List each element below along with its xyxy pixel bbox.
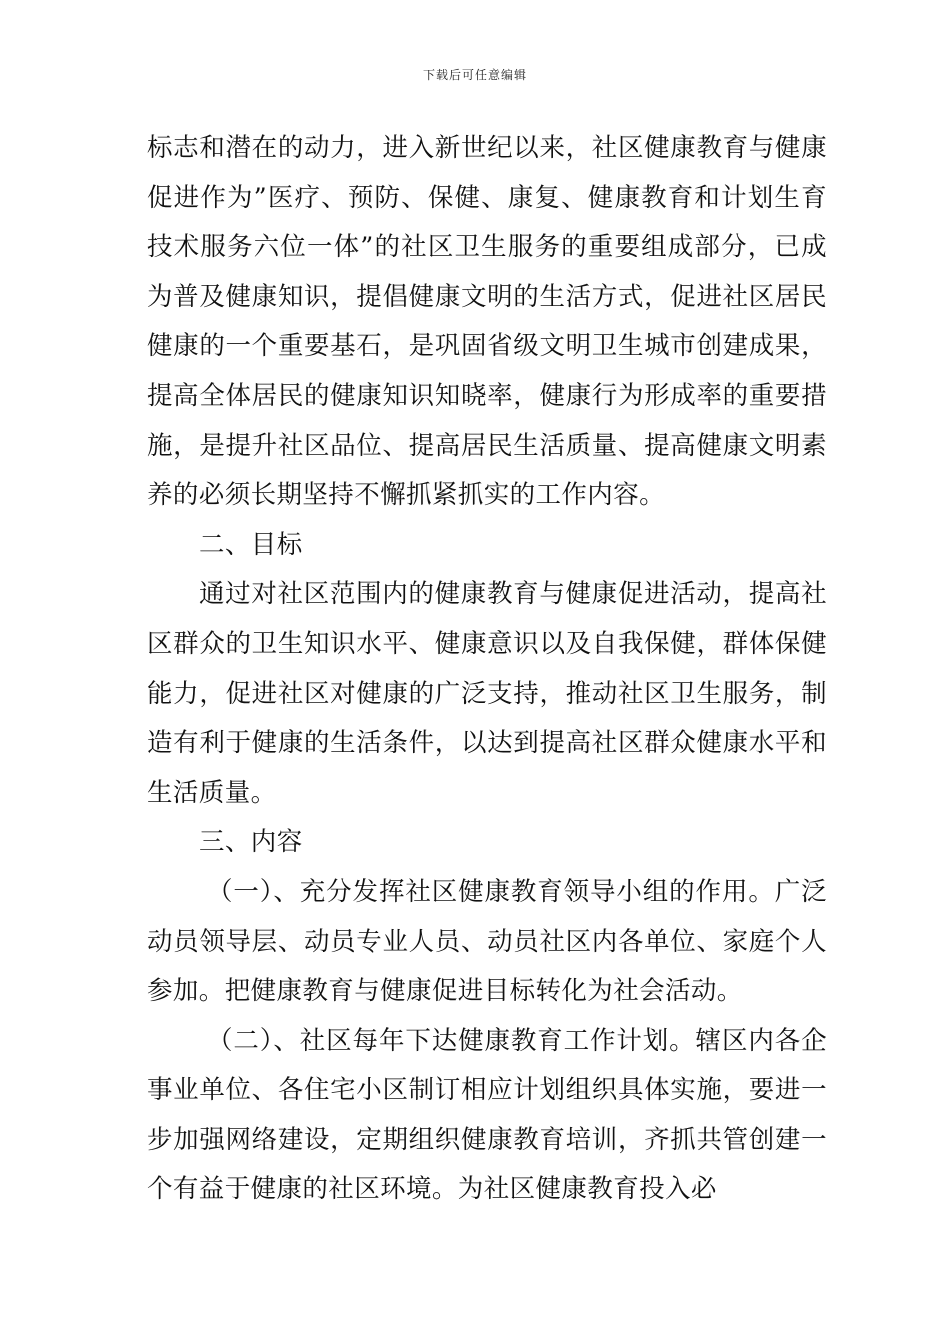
section-heading-content: 三、内容 <box>199 827 303 858</box>
paragraph-item-1: （一）、充分发挥社区健康教育领导小组的作用。广泛动员领导层、动员专业人员、动员社区内各单位、家庭个人参加。把健康教育与健康促进目标转化为社会活动。 <box>147 876 827 1007</box>
paragraph-item-2: （二）、社区每年下达健康教育工作计划。辖区内各企事业单位、各住宅小区制订相应计划组织具体实施，要进一步加强网络建设，定期组织健康教育培训，齐抓共管创建一个有益于健康的社区环境。为社区健康教育投入必 <box>147 1025 827 1205</box>
paragraph-goals: 通过对社区范围内的健康教育与健康促进活动，提高社区群众的卫生知识水平、健康意识以及自我保健，群体保健能力，促进社区对健康的广泛支持，推动社区卫生服务，制造有利于健康的生活条件，以达到提高社区群众健康水平和生活质量。 <box>147 579 827 808</box>
header-note: 下载后可任意编辑 <box>422 68 527 82</box>
paragraph-continuation: 标志和潜在的动力，进入新世纪以来，社区健康教育与健康促进作为”医疗、预防、保健、康复、健康教育和计划生育技术服务六位一体”的社区卫生服务的重要组成部分，已成为普及健康知识，提倡健康文明的生活方式，促进社区居民健康的一个重要基石，是巩固省级文明卫生城市创建成果，提高全体居民的健康知识知晓率，健康行为形成率的重要措施，是提升社区品位、提高居民生活质量、提高健康文明素养的必须长期坚持不懈抓紧抓实的工作内容。 <box>147 133 827 511</box>
document-body <box>147 124 827 1215</box>
section-heading-goals: 二、目标 <box>199 529 303 560</box>
